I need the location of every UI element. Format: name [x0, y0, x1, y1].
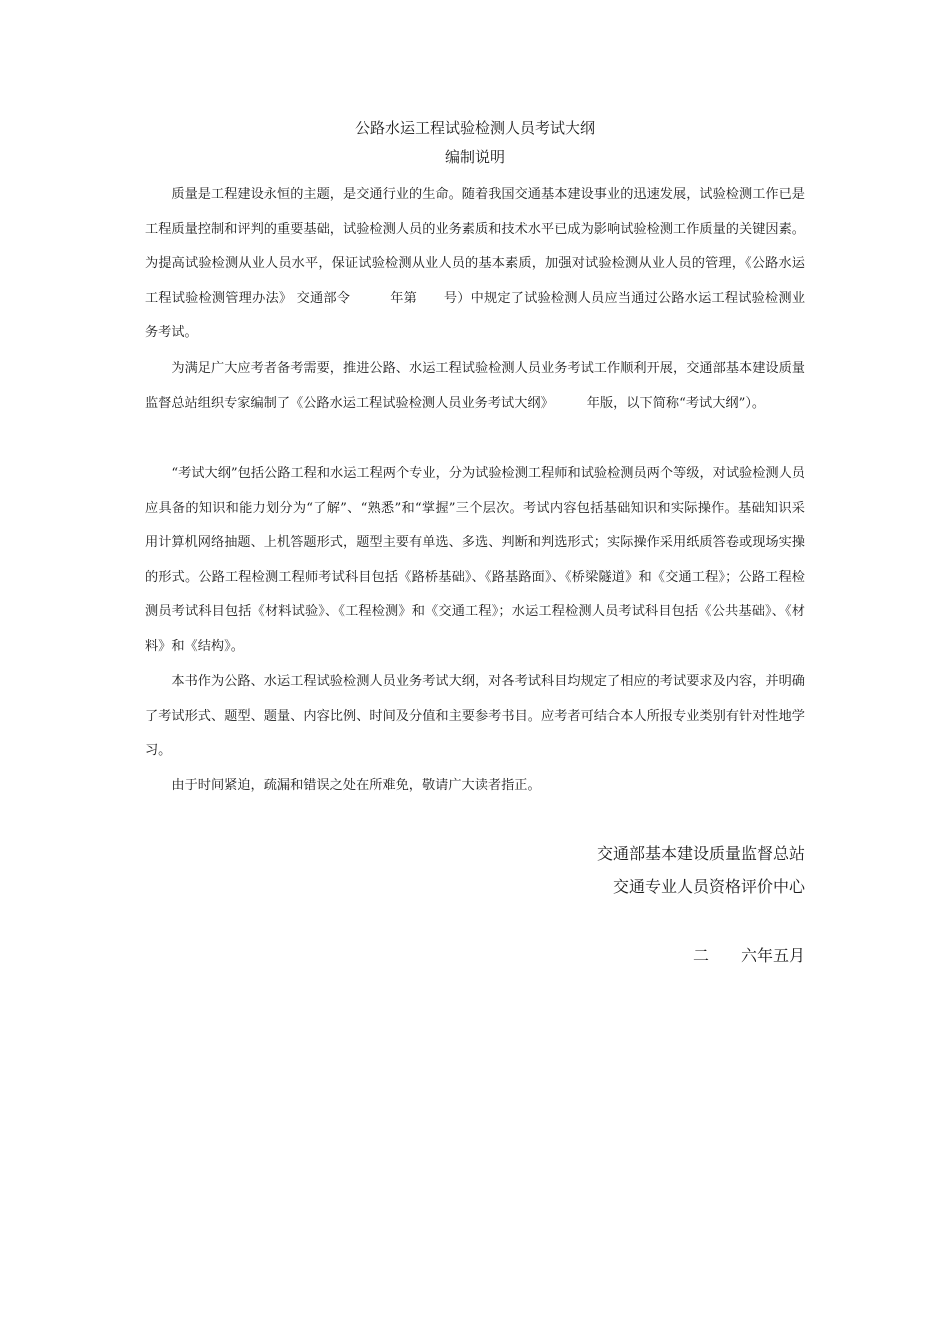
paragraph-content: “考试大纲”包括公路工程和水运工程两个专业，分为试验检测工程师和试验检测员两个等级，对试验检测人员应具备的知识和能力划分为“了解”、“熟悉”和“掌握”三个层次。考试内容包括基础知识和实际操作。基础知识采用计算机网络抽题、上机答题形式，题型主要有单选、多选、判断和判选形式；实际操作采用纸质答卷或现场实操的形式。公路工程检测工程师考试科目包括《路桥基础》、《路基路面》、《桥梁隧道》和《交通工程》；公路工程检测员考试科目包括《材料试验》、《工程检测》和《交通工程》；水运工程检测人员考试科目包括《公共基础》、《材料》和《结构》。 [145, 466, 805, 654]
signature-organization: 交通部基本建设质量监督总站 [596, 844, 805, 863]
signature-date: 二 六年五月 [692, 946, 805, 965]
signature-center: 交通专业人员资格评价中心 [612, 877, 805, 896]
document-title: 公路水运工程试验检测人员考试大纲 [354, 119, 595, 137]
paragraph-purpose: 为满足广大应考者备考需要，推进公路、水运工程试验检测人员业务考试工作顺利开展，交通部基本建设质量监督总站组织专家编制了《公路水运工程试验检测人员业务考试大纲》 年版，以下简称“考试大纲”）。 [145, 361, 805, 411]
document-subtitle: 编制说明 [444, 148, 505, 166]
paragraph-scope: 本书作为公路、水运工程试验检测人员业务考试大纲，对各考试科目均规定了相应的考试要求及内容，并明确了考试形式、题型、题量、内容比例、时间及分值和主要参考书目。应考者可结合本人所报专业类别有针对性地学习。 [145, 674, 805, 758]
paragraph-intro: 质量是工程建设永恒的主题，是交通行业的生命。随着我国交通基本建设事业的迅速发展，试验检测工作已是工程质量控制和评判的重要基础，试验检测人员的业务素质和技术水平已成为影响试验检测工作质量的关键因素。为提高试验检测从业人员水平，保证试验检测从业人员的基本素质，加强对试验检测从业人员的管理，《公路水运工程试验检测管理办法》 交通部令 年第 号）中规定了试验检测人员应当通过公路水运工程试验检测业务考试。 [145, 187, 805, 340]
paragraph-closing: 由于时间紧迫，疏漏和错误之处在所难免，敬请广大读者指正。 [171, 778, 541, 793]
